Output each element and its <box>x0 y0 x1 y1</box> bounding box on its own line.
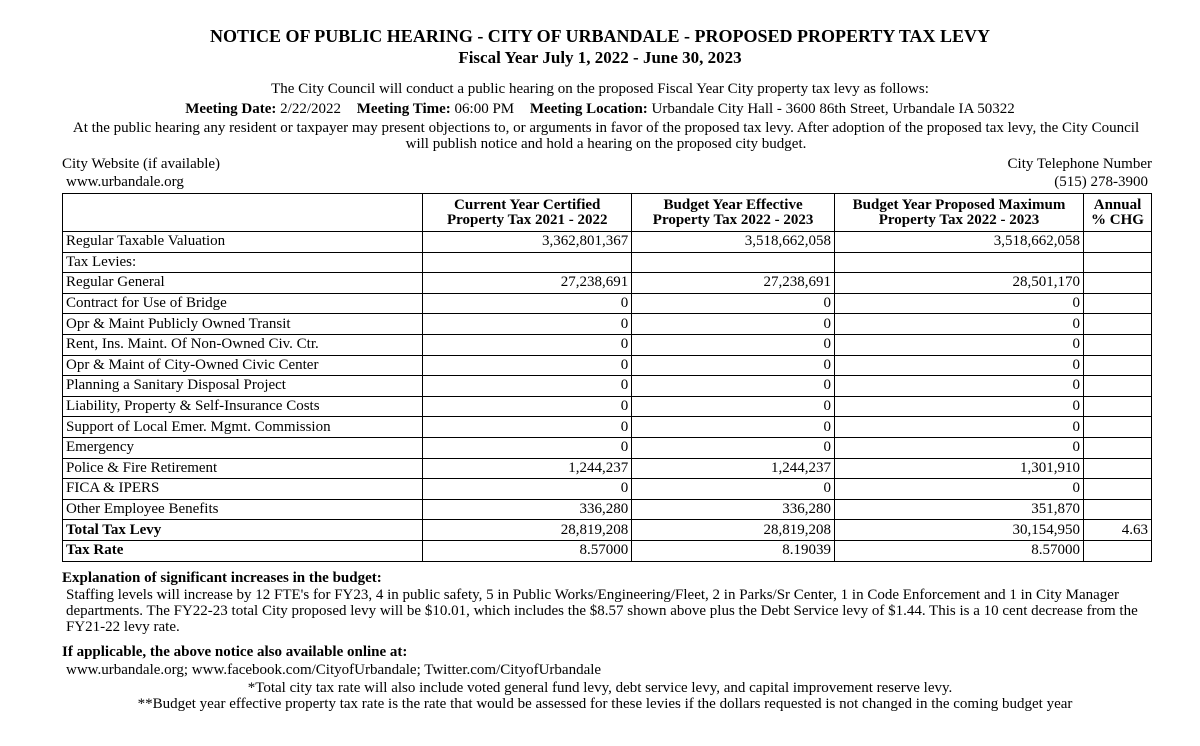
hearing-paragraph: At the public hearing any resident or taxpayer may present objections to, or arguments in favor of the proposed tax levy. After adoption of the proposed tax levy, the City Council will publish notice and hold a hearing on the proposed city budget. <box>72 120 1140 152</box>
effective-value: 0 <box>632 293 835 314</box>
row-label: Regular Taxable Valuation <box>63 232 423 253</box>
proposed-value: 30,154,950 <box>834 520 1083 541</box>
row-label: Opr & Maint of City-Owned Civic Center <box>63 355 423 376</box>
proposed-value: 0 <box>834 334 1083 355</box>
table-row <box>63 458 1152 479</box>
effective-value: 0 <box>632 376 835 397</box>
meeting-time: 06:00 PM <box>454 101 515 117</box>
row-label: Emergency <box>63 437 423 458</box>
notice-title: NOTICE OF PUBLIC HEARING - CITY OF URBANDALE - PROPOSED PROPERTY TAX LEVY <box>209 26 991 46</box>
header-current-line2: Property Tax 2021 - 2022 <box>446 211 608 228</box>
current-year-value: 27,238,691 <box>423 273 632 294</box>
row-label: FICA & IPERS <box>63 479 423 500</box>
table-row <box>63 376 1152 397</box>
effective-value: 336,280 <box>632 499 835 520</box>
annual-change-value <box>1084 499 1152 520</box>
proposed-value: 0 <box>834 396 1083 417</box>
effective-value: 0 <box>632 334 835 355</box>
annual-change-value <box>1084 396 1152 417</box>
header-blank <box>63 194 423 232</box>
annual-change-value <box>1084 417 1152 438</box>
row-label: Police & Fire Retirement <box>63 458 423 479</box>
fiscal-year-subtitle: Fiscal Year July 1, 2022 - June 30, 2023 <box>458 48 742 67</box>
table-row <box>63 273 1152 294</box>
proposed-value: 0 <box>834 376 1083 397</box>
current-year-value: 0 <box>423 334 632 355</box>
table-row <box>63 293 1152 314</box>
annual-change-value <box>1084 232 1152 253</box>
meeting-details <box>0 100 1200 118</box>
current-year-value: 336,280 <box>423 499 632 520</box>
current-year-value <box>423 252 632 273</box>
levy-table-body <box>63 232 1152 562</box>
proposed-value: 1,301,910 <box>834 458 1083 479</box>
current-year-value: 0 <box>423 437 632 458</box>
header-change-line2: % CHG <box>1091 211 1144 228</box>
current-year-value: 0 <box>423 376 632 397</box>
effective-value: 0 <box>632 417 835 438</box>
annual-change-value <box>1084 293 1152 314</box>
annual-change-value <box>1084 252 1152 273</box>
current-year-value: 1,244,237 <box>423 458 632 479</box>
meeting-date-label: Meeting Date: <box>185 101 277 117</box>
phone-label: City Telephone Number <box>1007 156 1152 172</box>
proposed-value: 8.57000 <box>834 540 1083 561</box>
proposed-value: 0 <box>834 417 1083 438</box>
row-label: Contract for Use of Bridge <box>63 293 423 314</box>
annual-change-value <box>1084 334 1152 355</box>
intro-text: The City Council will conduct a public hearing on the proposed Fiscal Year City property tax levy as follows: <box>271 81 929 97</box>
online-title: If applicable, the above notice also available online at: <box>62 644 408 660</box>
header-current-line1: Current Year Certified <box>454 196 601 213</box>
footnote-2: **Budget year effective property tax rate is the rate that would be assessed for these levies if the dollars requested is not changed in the coming budget year <box>137 696 1073 712</box>
header-effective-line1: Budget Year Effective <box>663 196 803 213</box>
levy-table <box>62 193 1152 562</box>
table-row <box>63 499 1152 520</box>
effective-value: 27,238,691 <box>632 273 835 294</box>
explanation-title: Explanation of significant increases in the budget: <box>62 570 382 586</box>
current-year-value: 28,819,208 <box>423 520 632 541</box>
proposed-value: 0 <box>834 355 1083 376</box>
proposed-value: 28,501,170 <box>834 273 1083 294</box>
header-proposed-line2: Property Tax 2022 - 2023 <box>878 211 1040 228</box>
table-row <box>63 396 1152 417</box>
current-year-value: 0 <box>423 396 632 417</box>
effective-value: 0 <box>632 479 835 500</box>
meeting-location-label: Meeting Location: <box>529 101 648 117</box>
explanation-body: Staffing levels will increase by 12 FTE's for FY23, 4 in public safety, 5 in Public Works/Engineering/Fleet, 2 in Parks/Sr Center, 1 in Code Enforcement and 1 in City Manager departments. The FY22-23 total City proposed levy will be $10.01, which includes the $8.57 shown above plus the Debt Service levy of $1.44. This is a 10 cent decrease from the FY21-22 levy rate. <box>66 587 1138 635</box>
header-current <box>423 194 632 232</box>
row-label: Liability, Property & Self-Insurance Costs <box>63 396 423 417</box>
row-label: Support of Local Emer. Mgmt. Commission <box>63 417 423 438</box>
annual-change-value: 4.63 <box>1084 520 1152 541</box>
effective-value: 3,518,662,058 <box>632 232 835 253</box>
annual-change-value <box>1084 479 1152 500</box>
effective-value: 28,819,208 <box>632 520 835 541</box>
annual-change-value <box>1084 437 1152 458</box>
table-row <box>63 334 1152 355</box>
current-year-value: 0 <box>423 417 632 438</box>
proposed-value: 0 <box>834 314 1083 335</box>
table-row <box>63 314 1152 335</box>
table-row <box>63 479 1152 500</box>
annual-change-value <box>1084 540 1152 561</box>
header-proposed-line1: Budget Year Proposed Maximum <box>852 196 1066 213</box>
table-row <box>63 520 1152 541</box>
table-header-row <box>63 194 1152 232</box>
table-row <box>63 540 1152 561</box>
annual-change-value <box>1084 355 1152 376</box>
annual-change-value <box>1084 273 1152 294</box>
header-effective <box>632 194 835 232</box>
website-label: City Website (if available) <box>62 156 221 172</box>
current-year-value: 0 <box>423 355 632 376</box>
table-row <box>63 417 1152 438</box>
effective-value: 0 <box>632 437 835 458</box>
header-change <box>1084 194 1152 232</box>
header-proposed <box>834 194 1083 232</box>
annual-change-value <box>1084 458 1152 479</box>
website-url: www.urbandale.org <box>66 174 184 190</box>
effective-value <box>632 252 835 273</box>
row-label: Rent, Ins. Maint. Of Non-Owned Civ. Ctr. <box>63 334 423 355</box>
effective-value: 1,244,237 <box>632 458 835 479</box>
row-label: Regular General <box>63 273 423 294</box>
proposed-value <box>834 252 1083 273</box>
effective-value: 0 <box>632 355 835 376</box>
table-row <box>63 252 1152 273</box>
annual-change-value <box>1084 376 1152 397</box>
meeting-location: Urbandale City Hall - 3600 86th Street, Urbandale IA 50322 <box>651 101 1015 117</box>
meeting-time-label: Meeting Time: <box>356 101 451 117</box>
proposed-value: 0 <box>834 479 1083 500</box>
header-change-line1: Annual <box>1093 196 1142 213</box>
proposed-value: 351,870 <box>834 499 1083 520</box>
proposed-value: 3,518,662,058 <box>834 232 1083 253</box>
current-year-value: 0 <box>423 479 632 500</box>
row-label: Tax Rate <box>63 540 423 561</box>
header-effective-line2: Property Tax 2022 - 2023 <box>652 211 814 228</box>
proposed-value: 0 <box>834 437 1083 458</box>
annual-change-value <box>1084 314 1152 335</box>
footnote-1: *Total city tax rate will also include voted general fund levy, debt service levy, and capital improvement reserve levy. <box>247 680 953 696</box>
row-label: Opr & Maint Publicly Owned Transit <box>63 314 423 335</box>
effective-value: 0 <box>632 396 835 417</box>
phone-number: (515) 278-3900 <box>1054 174 1148 190</box>
proposed-value: 0 <box>834 293 1083 314</box>
table-row <box>63 232 1152 253</box>
online-links: www.urbandale.org; www.facebook.com/CityofUrbandale; Twitter.com/CityofUrbandale <box>66 662 602 678</box>
current-year-value: 3,362,801,367 <box>423 232 632 253</box>
row-label: Other Employee Benefits <box>63 499 423 520</box>
meeting-date: 2/22/2022 <box>280 101 342 117</box>
table-row <box>63 437 1152 458</box>
row-label: Total Tax Levy <box>63 520 423 541</box>
row-label: Tax Levies: <box>63 252 423 273</box>
current-year-value: 0 <box>423 314 632 335</box>
current-year-value: 8.57000 <box>423 540 632 561</box>
effective-value: 0 <box>632 314 835 335</box>
current-year-value: 0 <box>423 293 632 314</box>
table-row <box>63 355 1152 376</box>
row-label: Planning a Sanitary Disposal Project <box>63 376 423 397</box>
effective-value: 8.19039 <box>632 540 835 561</box>
